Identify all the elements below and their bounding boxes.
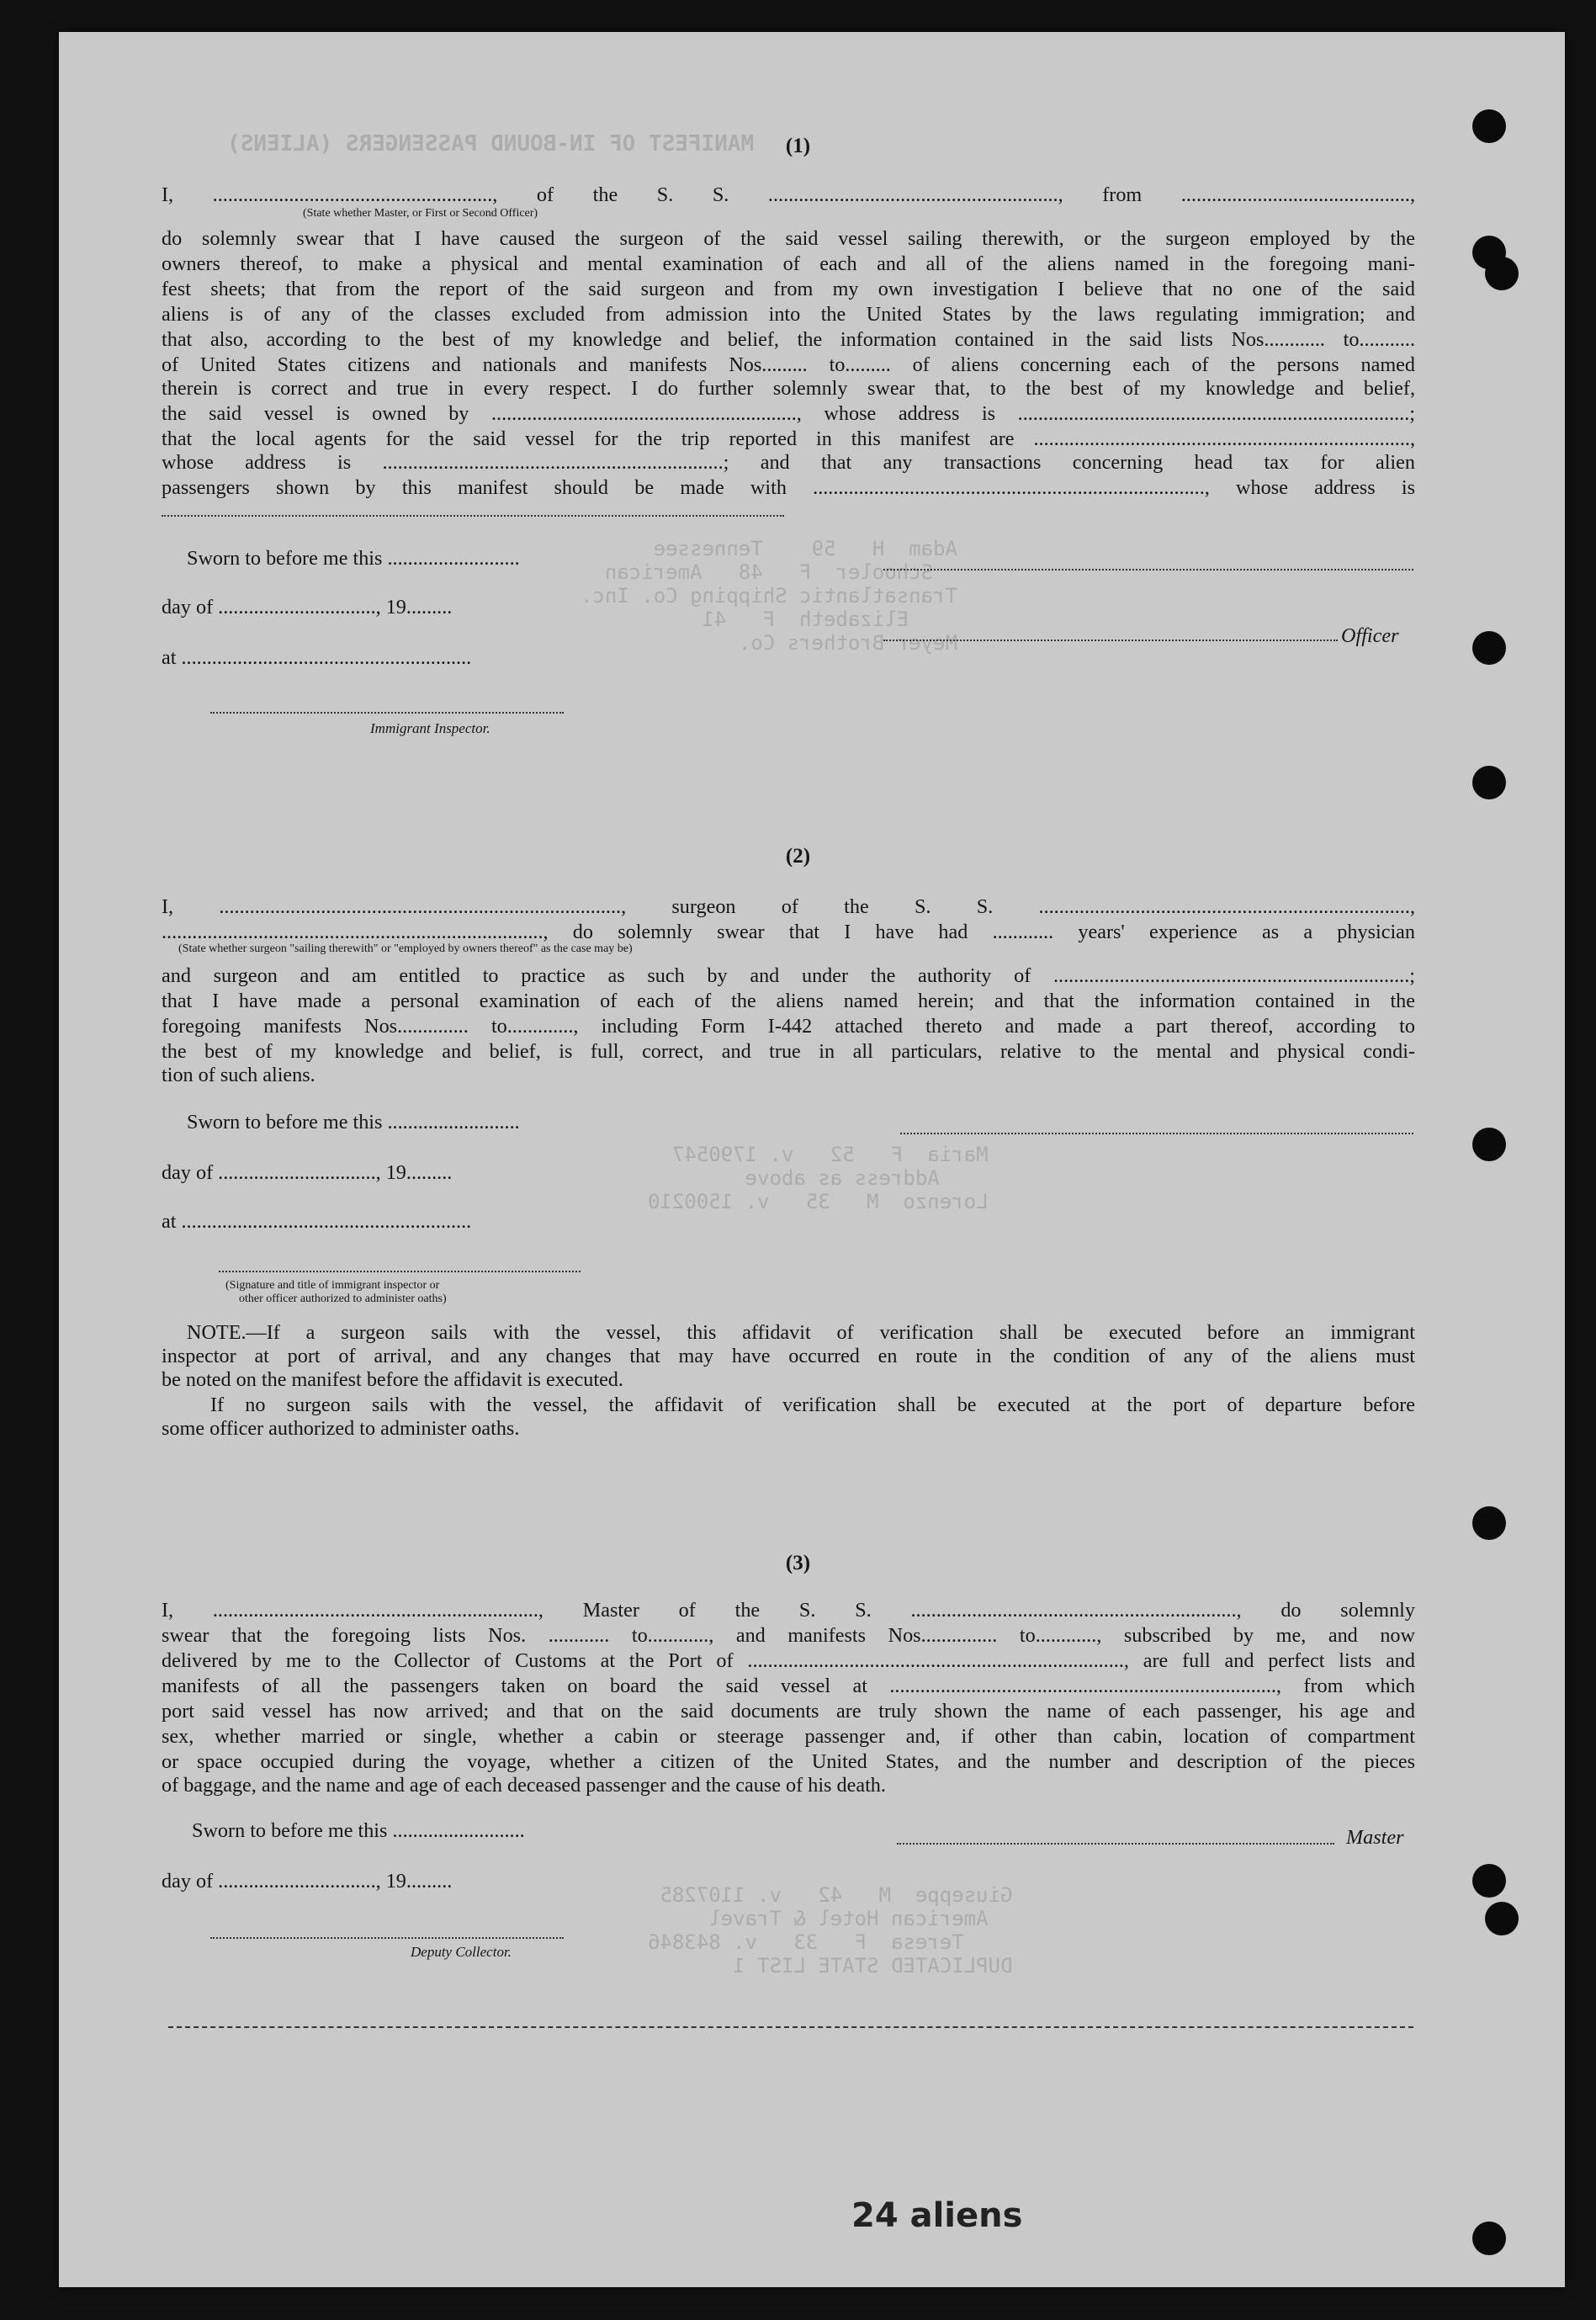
sworn-label: Sworn to before me this .......................... xyxy=(192,1819,525,1842)
section-3-line: sex, whether married or single, whether a cabin or steerage passenger and, if other than cabin, location of compartment xyxy=(162,1725,1415,1748)
punch-hole xyxy=(1472,2222,1506,2255)
day-label: day of ..............................., 19......... xyxy=(162,1870,453,1893)
punch-hole xyxy=(1472,1506,1506,1540)
signature-line xyxy=(210,712,564,714)
section-1-line: that the local agents for the said vessel for the trip reported in this manifest are .........................................................................., xyxy=(162,427,1415,450)
section-3-line: I, ................................................................, Master of the S. S. ................................................................, do solemnly xyxy=(162,1599,1415,1622)
inspector-caption: other officer authorized to administer oaths) xyxy=(239,1293,447,1305)
section-2-line: tion of such aliens. xyxy=(162,1064,315,1086)
handwritten-count: 24 aliens xyxy=(851,2196,1023,2235)
section-3-line: of baggage, and the name and age of each deceased passenger and the cause of his death. xyxy=(162,1774,886,1797)
section-2-line: ..........................................................................., do solemnly swear that I have had ............ years' experience as a physician xyxy=(162,921,1415,943)
section-3-line: manifests of all the passengers taken on board the said vessel at ............................................................................, from which xyxy=(162,1675,1415,1697)
section-3-number: (3) xyxy=(785,1552,811,1574)
section-1-line: fest sheets; that from the report of the said surgeon and from my own investigation I believe that no one of the said xyxy=(162,278,1415,300)
bleed-through: Maria F 52 v. 1790547 Address as above Lorenzo M 35 v. 1500210 xyxy=(648,1143,989,1213)
punch-hole xyxy=(1472,766,1506,799)
signature-line xyxy=(210,1937,564,1939)
punch-hole xyxy=(1472,1864,1506,1898)
inspector-caption: (Signature and title of immigrant inspector or xyxy=(225,1279,440,1292)
master-label: Master xyxy=(1346,1826,1404,1849)
punch-hole xyxy=(1472,631,1506,665)
section-2-line: that I have made a personal examination of each of the aliens named herein; and that the information contained in the xyxy=(162,990,1415,1012)
section-3-line: or space occupied during the voyage, whether a citizen of the United States, and the number and description of the pieces xyxy=(162,1750,1415,1773)
punch-hole xyxy=(1472,1128,1506,1161)
inspector-caption: Immigrant Inspector. xyxy=(370,720,490,736)
day-label: day of ..............................., 19......... xyxy=(162,1161,453,1184)
section-1-line: that also, according to the best of my knowledge and belief, the information contained in the said lists Nos............ to........... xyxy=(162,328,1415,351)
sworn-label: Sworn to before me this .......................... xyxy=(187,1111,520,1133)
section-1-line: aliens is of any of the classes excluded from admission into the United States by the laws regulating immigration; and xyxy=(162,303,1415,326)
signature-line xyxy=(162,515,784,517)
section-2-line: foregoing manifests Nos.............. to............., including Form I-442 attached thereto and made a part thereof, according to xyxy=(162,1015,1415,1038)
note-line: be noted on the manifest before the affidavit is executed. xyxy=(162,1368,623,1391)
signature-line xyxy=(900,1133,1413,1134)
section-2-line: and surgeon and am entitled to practice as such by and under the authority of ......................................................................; xyxy=(162,964,1415,987)
section-3-line: swear that the foregoing lists Nos. ............ to............, and manifests Nos............... to............, subscribed by me, and now xyxy=(162,1624,1415,1647)
section-1-line: therein is correct and true in every respect. I do further solemnly swear that, to the best of my knowledge and belief, xyxy=(162,377,1415,400)
section-1-caption: (State whether Master, or First or Second Officer) xyxy=(303,207,538,220)
punch-hole xyxy=(1485,1902,1519,1935)
divider-rule xyxy=(168,2026,1413,2028)
section-3-line: delivered by me to the Collector of Customs at the Port of .........................................................................., are full and perfect lists and xyxy=(162,1649,1415,1672)
section-1-line: of United States citizens and nationals and manifests Nos......... to......... of aliens concerning each of the persons named xyxy=(162,353,1415,376)
section-3-line: port said vessel has now arrived; and that on the said documents are truly shown the name of each passenger, his age and xyxy=(162,1700,1415,1723)
signature-line xyxy=(897,1843,1334,1845)
section-1-line: whose address is ...................................................................; and that any transactions concerning head tax for alien xyxy=(162,451,1415,474)
section-1-line: I, ......................................................., of the S. S. ........................................................., from ............................................., xyxy=(162,183,1415,206)
section-1-line: owners thereof, to make a physical and mental examination of each and all of the aliens named in the foregoing mani- xyxy=(162,252,1415,275)
signature-line xyxy=(883,640,1338,641)
section-2-line: the best of my knowledge and belief, is full, correct, and true in all particulars, relative to the mental and physical condi- xyxy=(162,1040,1415,1063)
bleed-through: MANIFEST OF IN-BOUND PASSENGERS (ALIENS) xyxy=(227,131,755,157)
section-1-line: do solemnly swear that I have caused the surgeon of the said vessel sailing therewith, or the surgeon employed by the xyxy=(162,227,1415,250)
section-1-line: the said vessel is owned by ............................................................, whose address is .............................................................................; xyxy=(162,402,1415,425)
section-2-line: I, ..............................................................................., surgeon of the S. S. ........................................................................., xyxy=(162,895,1415,918)
bleed-through: Adam H 59 Tennessee Schooler F 48 American Transatlantic Shipping Co. Inc. Elizabeth F 41 Meyer Brothers Co. xyxy=(581,537,957,655)
note-line: NOTE.—If a surgeon sails with the vessel, this affidavit of verification shall be executed before an immigrant xyxy=(187,1321,1415,1344)
sworn-label: Sworn to before me this .......................... xyxy=(187,547,520,570)
day-label: day of ..............................., 19......... xyxy=(162,596,453,618)
signature-line xyxy=(219,1271,581,1272)
note-line: some officer authorized to administer oaths. xyxy=(162,1417,520,1440)
punch-hole xyxy=(1485,257,1519,290)
note-line: inspector at port of arrival, and any changes that may have occurred en route in the condition of any of the aliens must xyxy=(162,1345,1415,1367)
section-1-number: (1) xyxy=(785,135,811,157)
at-label: at ......................................................... xyxy=(162,1210,472,1233)
deputy-collector-caption: Deputy Collector. xyxy=(411,1944,512,1960)
note-line: If no surgeon sails with the vessel, the affidavit of verification shall be executed at the port of departure before xyxy=(210,1394,1415,1416)
section-2-number: (2) xyxy=(785,845,811,868)
at-label: at ......................................................... xyxy=(162,646,472,669)
section-1-line: passengers shown by this manifest should be made with ............................................................................., whose address is xyxy=(162,476,1415,499)
bleed-through: Giuseppe M 42 v. 1107285 American Hotel & Travel Teresa F 33 v. 843846 DUPLICATED STATE LIST 1 xyxy=(648,1883,1013,1978)
section-2-caption: (State whether surgeon "sailing therewith" or "employed by owners thereof" as the case may be) xyxy=(178,942,633,955)
signature-line xyxy=(883,569,1413,571)
officer-label: Officer xyxy=(1341,624,1399,647)
